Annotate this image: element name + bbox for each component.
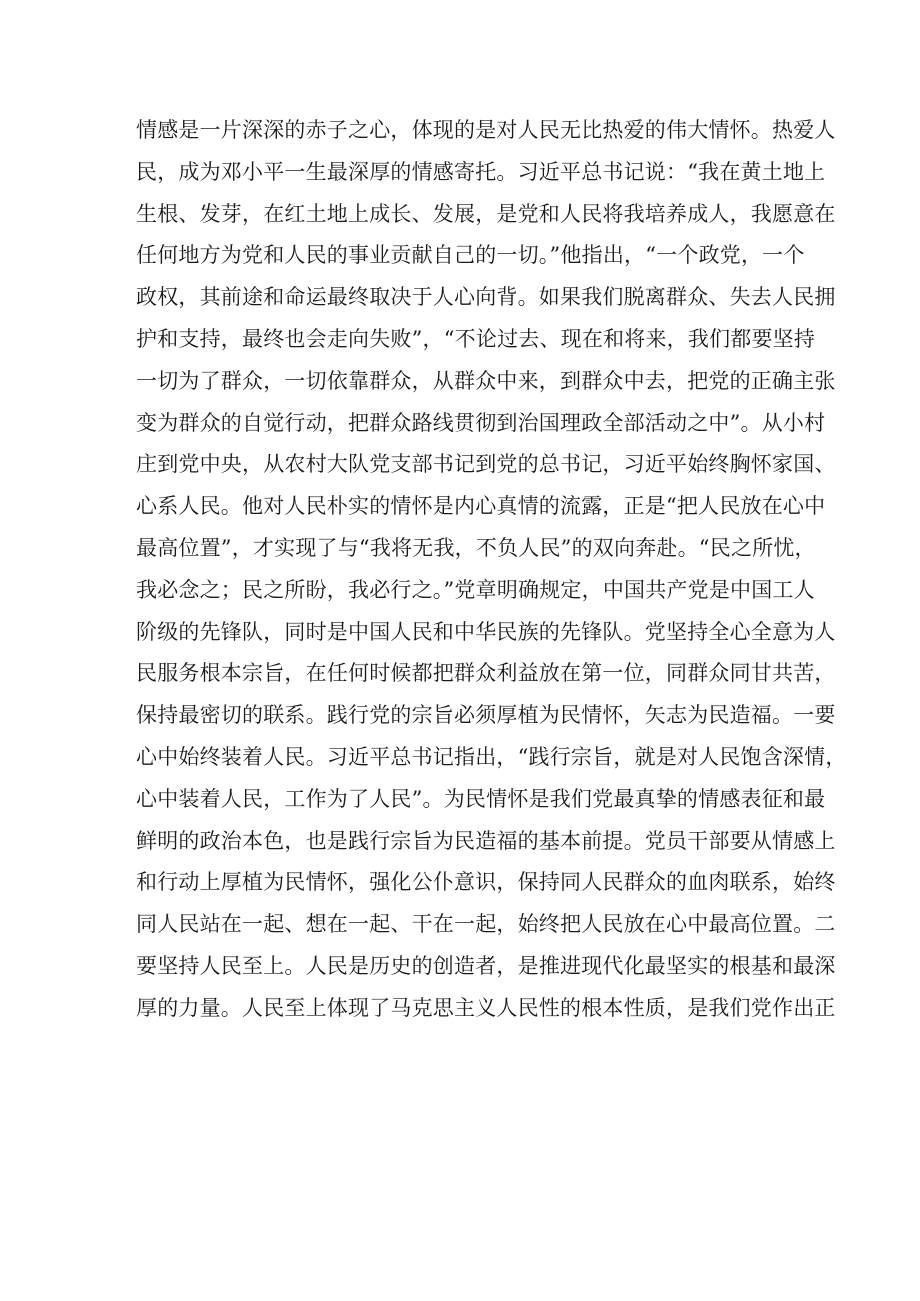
text-line: 阶级的先锋队，同时是中国人民和中华民族的先锋队。党坚持全心全意为人	[136, 619, 836, 644]
text-line: 变为群众的自觉行动，把群众路线贯彻到治国理政全部活动之中”。从小村	[136, 410, 826, 435]
text-line: 民，成为邓小平一生最深厚的情感寄托。习近平总书记说：“我在黄土地上	[136, 159, 826, 184]
text-line: 鲜明的政治本色，也是践行宗旨为民造福的基本前提。党员干部要从情感上	[136, 828, 836, 853]
text-line: 心系人民。他对人民朴实的情怀是内心真情的流露，正是“把人民放在心中	[136, 494, 826, 519]
text-line: 要坚持人民至上。人民是历史的创造者，是推进现代化最坚实的根基和最深	[136, 953, 836, 978]
text-line: 保持最密切的联系。践行党的宗旨必须厚植为民情怀，矢志为民造福。一要	[136, 703, 836, 728]
text-line: 政权，其前途和命运最终取决于人心向背。如果我们脱离群众、失去人民拥	[136, 285, 836, 310]
text-line: 任何地方为党和人民的事业贡献自己的一切。”他指出，“一个政党，一个	[136, 243, 805, 268]
text-line: 心中始终装着人民。习近平总书记指出，“践行宗旨，就是对人民饱含深情，	[136, 744, 847, 769]
text-line: 同人民站在一起、想在一起、干在一起，始终把人民放在心中最高位置。二	[136, 912, 836, 937]
text-line: 一切为了群众，一切依靠群众，从群众中来，到群众中去，把党的正确主张	[136, 368, 836, 393]
text-line: 生根、发芽，在红土地上成长、发展，是党和人民将我培养成人，我愿意在	[136, 201, 836, 226]
text-line: 我必念之；民之所盼，我必行之。”党章明确规定，中国共产党是中国工人	[136, 577, 815, 602]
body-paragraph	[136, 110, 847, 1030]
text-line: 和行动上厚植为民情怀，强化公仆意识，保持同人民群众的血肉联系，始终	[136, 870, 836, 895]
text-line: 厚的力量。人民至上体现了马克思主义人民性的根本性质，是我们党作出正	[136, 995, 836, 1020]
text-line: 情感是一片深深的赤子之心，体现的是对人民无比热爱的伟大情怀。热爱人	[136, 118, 836, 142]
text-line: 心中装着人民，工作为了人民”。为民情怀是我们党最真挚的情感表征和最	[136, 786, 826, 811]
text-line: 最高位置”，才实现了与“我将无我，不负人民”的双向奔赴。“民之所忧，	[136, 535, 816, 560]
text-line: 庄到党中央，从农村大队党支部书记到党的总书记，习近平始终胸怀家国、	[136, 452, 836, 477]
text-line: 民服务根本宗旨，在任何时候都把群众利益放在第一位，同群众同甘共苦，	[136, 661, 836, 686]
text-line: 护和支持，最终也会走向失败”，“不论过去、现在和将来，我们都要坚持	[136, 326, 816, 351]
